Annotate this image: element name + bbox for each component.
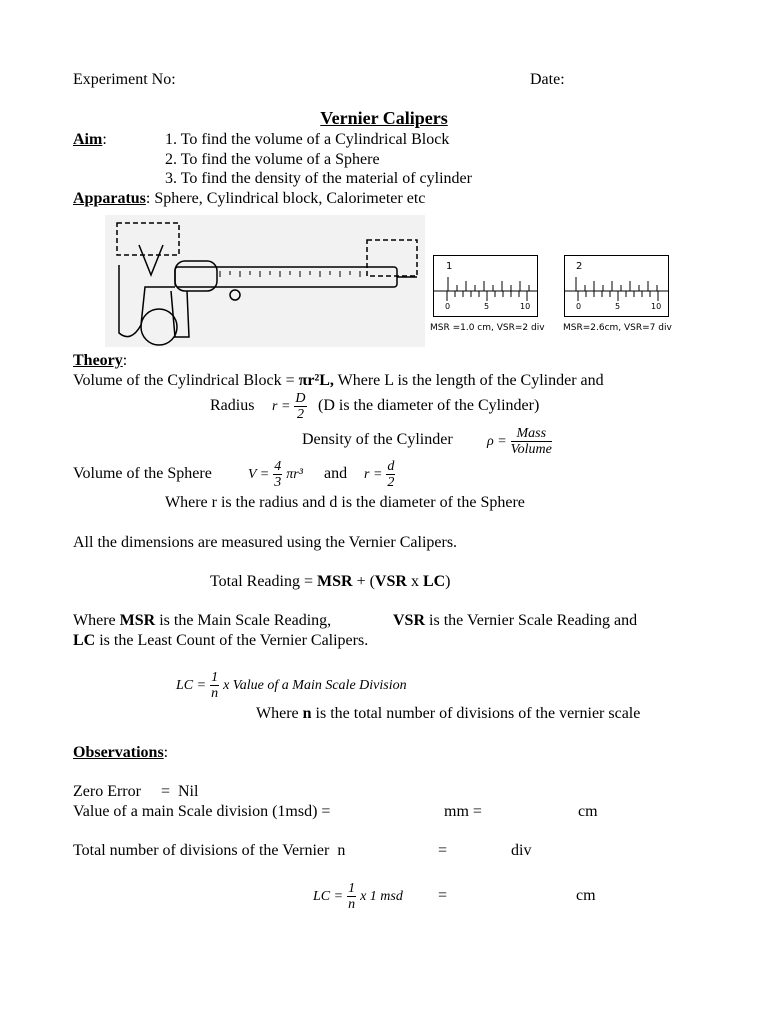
lc-formula [176, 667, 407, 704]
density-lhs: ρ = [487, 434, 507, 449]
msr-definition [73, 611, 331, 631]
observation-lc-unit: cm [576, 887, 596, 904]
radius-fraction [294, 391, 306, 422]
total-reading-prefix: Total Reading = [210, 573, 317, 590]
radius-note: (D is the diameter of the Cylinder) [318, 397, 540, 414]
aim-label: Aim [73, 131, 103, 148]
observation-lc-lhs: LC = [313, 889, 344, 904]
observation-lc-formula [313, 878, 403, 915]
sphere-radius-fraction [386, 459, 395, 490]
total-reading-formula [210, 572, 451, 592]
date-label: Date: [530, 71, 565, 88]
observations-heading: Observations: [73, 744, 169, 761]
vernier-scale-figure-1 [433, 255, 538, 317]
scale-1-tick-5: 5 [484, 302, 490, 311]
sphere-radius-numerator: d [387, 458, 395, 474]
sphere-volume-lhs: V = [248, 467, 270, 482]
msd-cm: cm [578, 803, 598, 820]
cylinder-volume-formula: πr²L, [298, 372, 334, 389]
radius-formula [272, 388, 307, 425]
lc-definition [73, 631, 368, 651]
lc-def-text: is the Least Count of the Vernier Calipers. [95, 632, 369, 649]
sphere-volume-rhs: πr³ [286, 467, 303, 482]
scale-1-caption: MSR =1.0 cm, VSR=2 div [430, 323, 545, 333]
msd-mm: mm = [444, 803, 482, 820]
sphere-radius-formula [364, 456, 395, 493]
radius-label: Radius [210, 397, 255, 414]
total-reading-vsr: VSR [374, 573, 407, 590]
apparatus-label: Apparatus [73, 190, 146, 207]
dimensions-note: All the dimensions are measured using the Vernier Calipers. [73, 534, 458, 551]
lc-numerator: 1 [211, 669, 219, 685]
apparatus-text: : Sphere, Cylindrical block, Calorimeter etc [145, 190, 426, 207]
theory-heading: Theory: [73, 352, 128, 369]
msr-def-where: Where [73, 612, 120, 629]
scale-1-tick-0: 0 [445, 302, 451, 311]
lc-lhs: LC = [176, 678, 207, 693]
msr-def-term: MSR [119, 612, 156, 629]
scale-2-tick-5: 5 [615, 302, 621, 311]
experiment-number-label: Experiment No: [73, 71, 176, 88]
msd-label: Value of a main Scale division (1msd) = [73, 803, 331, 820]
vsr-def-term: VSR [393, 612, 426, 629]
vernier-divisions-unit: div [511, 842, 532, 859]
scale-1-tick-10: 10 [520, 302, 531, 311]
radius-lhs: r = [272, 399, 291, 414]
total-reading-times: x [406, 573, 423, 590]
observation-lc-numerator: 1 [348, 880, 356, 896]
aim-heading: Aim: [73, 131, 107, 148]
total-reading-msr: MSR [317, 573, 353, 590]
zero-error: Zero Error = Nil [73, 783, 199, 800]
radius-denominator: 2 [296, 406, 304, 422]
lc-rhs: x Value of a Main Scale Division [223, 678, 407, 693]
sphere-volume-formula [248, 456, 303, 493]
cylinder-volume-line [73, 371, 604, 391]
observation-lc-denominator: n [348, 896, 356, 912]
sphere-radius-lhs: r = [364, 467, 383, 482]
total-reading-close: ) [445, 573, 451, 590]
n-def-text: is the total number of divisions of the vernier scale [311, 705, 641, 722]
vsr-def-text: is the Vernier Scale Reading and [425, 612, 638, 629]
theory-label: Theory [73, 352, 123, 369]
n-def-where: Where [256, 705, 303, 722]
total-reading-plus: + ( [352, 573, 375, 590]
scale-2-caption: MSR=2.6cm, VSR=7 div [563, 323, 672, 333]
cylinder-volume-prefix: Volume of the Cylindrical Block = [73, 372, 299, 389]
density-numerator: Mass [511, 426, 552, 442]
scale-2-tick-10: 10 [651, 302, 662, 311]
n-definition [256, 704, 640, 724]
sphere-fraction [273, 459, 282, 490]
lc-fraction [210, 670, 219, 701]
sphere-radius-denominator: 2 [387, 474, 395, 490]
density-fraction [511, 426, 552, 457]
lc-def-term: LC [73, 632, 96, 649]
observations-label: Observations [73, 744, 164, 761]
radius-numerator: D [295, 390, 306, 406]
density-denominator: Volume [510, 441, 552, 457]
observation-lc-fraction [347, 881, 356, 912]
msr-def-text: is the Main Scale Reading, [155, 612, 332, 629]
vsr-definition [393, 611, 637, 631]
density-label: Density of the Cylinder [302, 431, 453, 448]
aim-item-3: 3. To find the density of the material of cylinder [165, 170, 472, 187]
sphere-note: Where r is the radius and d is the diameter of the Sphere [165, 494, 525, 511]
sphere-and: and [324, 465, 348, 482]
apparatus-line [73, 189, 425, 209]
scale-1-label: 1 [446, 261, 453, 272]
vernier-divisions-equals: = [438, 842, 448, 859]
scale-2-tick-0: 0 [576, 302, 582, 311]
sphere-numerator: 4 [274, 458, 282, 474]
n-def-term: n [302, 705, 312, 722]
sphere-volume-label: Volume of the Sphere [73, 465, 212, 482]
vernier-caliper-illustration [105, 215, 425, 347]
lc-denominator: n [211, 685, 219, 701]
vernier-scale-figure-2 [564, 255, 669, 317]
sphere-denominator: 3 [274, 474, 282, 490]
observation-lc-equals: = [438, 887, 448, 904]
total-reading-lc: LC [422, 573, 446, 590]
aim-item-1: 1. To find the volume of a Cylindrical Block [165, 131, 450, 148]
cylinder-volume-suffix: Where L is the length of the Cylinder and [333, 372, 604, 389]
vernier-divisions-label: Total number of divisions of the Vernier n [73, 842, 346, 859]
observation-lc-rhs: x 1 msd [360, 889, 403, 904]
density-formula [487, 423, 552, 460]
page-title: Vernier Calipers [320, 108, 448, 128]
scale-2-label: 2 [576, 261, 583, 272]
aim-item-2: 2. To find the volume of a Sphere [165, 151, 380, 168]
